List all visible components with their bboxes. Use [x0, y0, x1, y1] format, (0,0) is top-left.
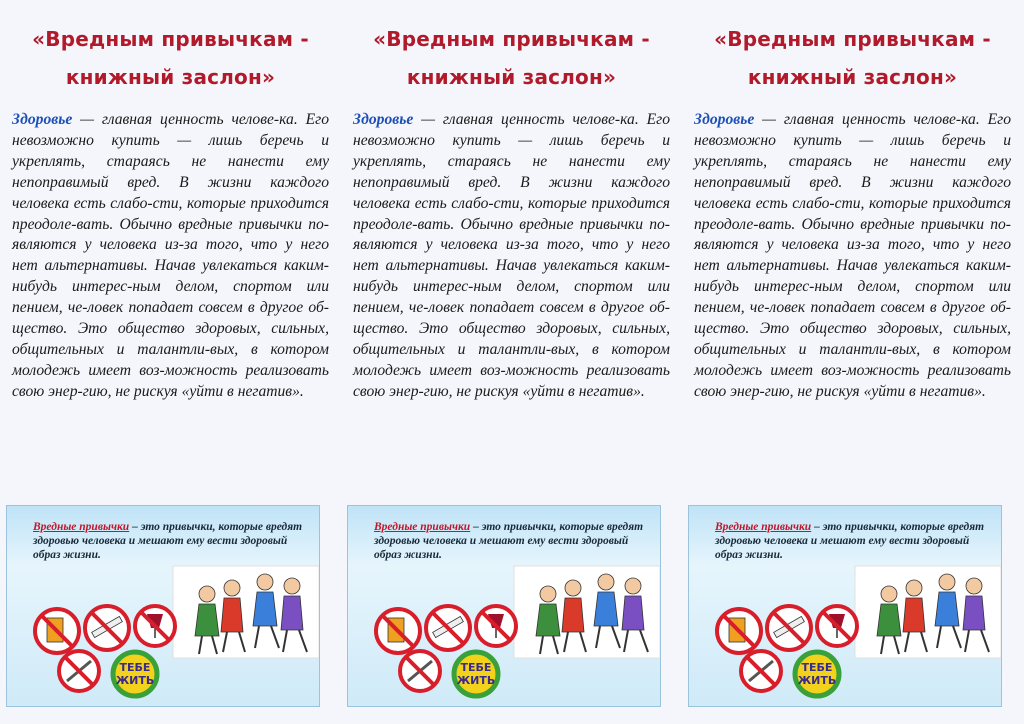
body-paragraph	[353, 110, 670, 403]
no-smoking-icon	[85, 606, 129, 650]
badge-line-1: ТЕБЕ	[801, 661, 833, 674]
card-term: Вредные привычки	[374, 521, 471, 533]
title-line-2: книжный заслон»	[406, 65, 617, 89]
info-card	[6, 505, 320, 707]
badge-line-2: ЖИТЬ	[456, 674, 496, 687]
no-smoking-icon	[426, 606, 470, 650]
live-badge-icon	[454, 652, 498, 696]
no-drugs-icon	[741, 651, 781, 691]
live-badge-icon	[113, 652, 157, 696]
body-text: — главная ценность челове-ка. Его невозможно купить — лишь беречь и укреплять, стараясь не нанести ему непоправимый вред. В жизни каждого человека есть слабо-сти, которые приходится преодоле-вать. Обычно вредные привычки по-являются у человека из-за того, что у него нет альтернативы. Начав увлекаться каким-нибудь интерес-ным делом, спортом или пением, че-ловек попадает совсем в другое об-щество. Это общество здоровых, сильных, общительных и талантли-вых, в котором молодежь имеет воз-можность реализовать свою энер-гию, не рискуя «уйти в негатив».	[694, 111, 1011, 400]
lead-word: Здоровье	[353, 111, 414, 128]
info-card	[347, 505, 661, 707]
no-drugs-icon	[400, 651, 440, 691]
no-alcohol-icon	[476, 606, 516, 646]
lead-word: Здоровье	[12, 111, 73, 128]
column-title	[12, 20, 329, 96]
card-definition-text: – это привычки, которые вредят здоровью человека и мешают ему вести здоровый образ жизни.	[33, 521, 303, 561]
info-card	[688, 505, 1002, 707]
title-line-2: книжный заслон»	[747, 65, 958, 89]
body-paragraph	[694, 110, 1011, 403]
card-term: Вредные привычки	[715, 521, 812, 533]
badge-line-1: ТЕБЕ	[119, 661, 151, 674]
column-title	[353, 20, 670, 96]
card-definition-text: – это привычки, которые вредят здоровью человека и мешают ему вести здоровый образ жизни.	[715, 521, 985, 561]
card-term: Вредные привычки	[33, 521, 130, 533]
card-definition	[374, 520, 644, 562]
badge-line-2: ЖИТЬ	[115, 674, 155, 687]
no-beer-icon	[35, 609, 79, 653]
body-text: — главная ценность челове-ка. Его невозможно купить — лишь беречь и укреплять, стараясь не нанести ему непоправимый вред. В жизни каждого человека есть слабо-сти, которые приходится преодоле-вать. Обычно вредные привычки по-являются у человека из-за того, что у него нет альтернативы. Начав увлекаться каким-нибудь интерес-ным делом, спортом или пением, че-ловек попадает совсем в другое об-щество. Это общество здоровых, сильных, общительных и талантли-вых, в котором молодежь имеет воз-можность реализовать свою энер-гию, не рискуя «уйти в негатив».	[353, 111, 670, 400]
column-title	[694, 20, 1011, 96]
card-definition	[33, 520, 303, 562]
lead-word: Здоровье	[694, 111, 755, 128]
card-definition-text: – это привычки, которые вредят здоровью человека и мешают ему вести здоровый образ жизни.	[374, 521, 644, 561]
title-line-1: «Вредным привычкам -	[373, 27, 650, 51]
no-alcohol-icon	[135, 606, 175, 646]
body-text: — главная ценность челове-ка. Его невозможно купить — лишь беречь и укреплять, стараясь не нанести ему непоправимый вред. В жизни каждого человека есть слабо-сти, которые приходится преодоле-вать. Обычно вредные привычки по-являются у человека из-за того, что у него нет альтернативы. Начав увлекаться каким-нибудь интерес-ным делом, спортом или пением, че-ловек попадает совсем в другое об-щество. Это общество здоровых, сильных, общительных и талантли-вых, в котором молодежь имеет воз-можность реализовать свою энер-гию, не рискуя «уйти в негатив».	[12, 111, 329, 400]
brochure-column-1	[0, 0, 341, 724]
title-line-2: книжный заслон»	[65, 65, 276, 89]
badge-line-2: ЖИТЬ	[797, 674, 837, 687]
title-line-1: «Вредным привычкам -	[714, 27, 991, 51]
brochure-column-2	[341, 0, 682, 724]
no-smoking-icon	[767, 606, 811, 650]
body-paragraph	[12, 110, 329, 403]
title-line-1: «Вредным привычкам -	[32, 27, 309, 51]
no-drugs-icon	[59, 651, 99, 691]
brochure-column-3	[682, 0, 1023, 724]
no-beer-icon	[717, 609, 761, 653]
no-alcohol-icon	[817, 606, 857, 646]
live-badge-icon	[795, 652, 839, 696]
badge-line-1: ТЕБЕ	[460, 661, 492, 674]
card-definition	[715, 520, 985, 562]
no-beer-icon	[376, 609, 420, 653]
